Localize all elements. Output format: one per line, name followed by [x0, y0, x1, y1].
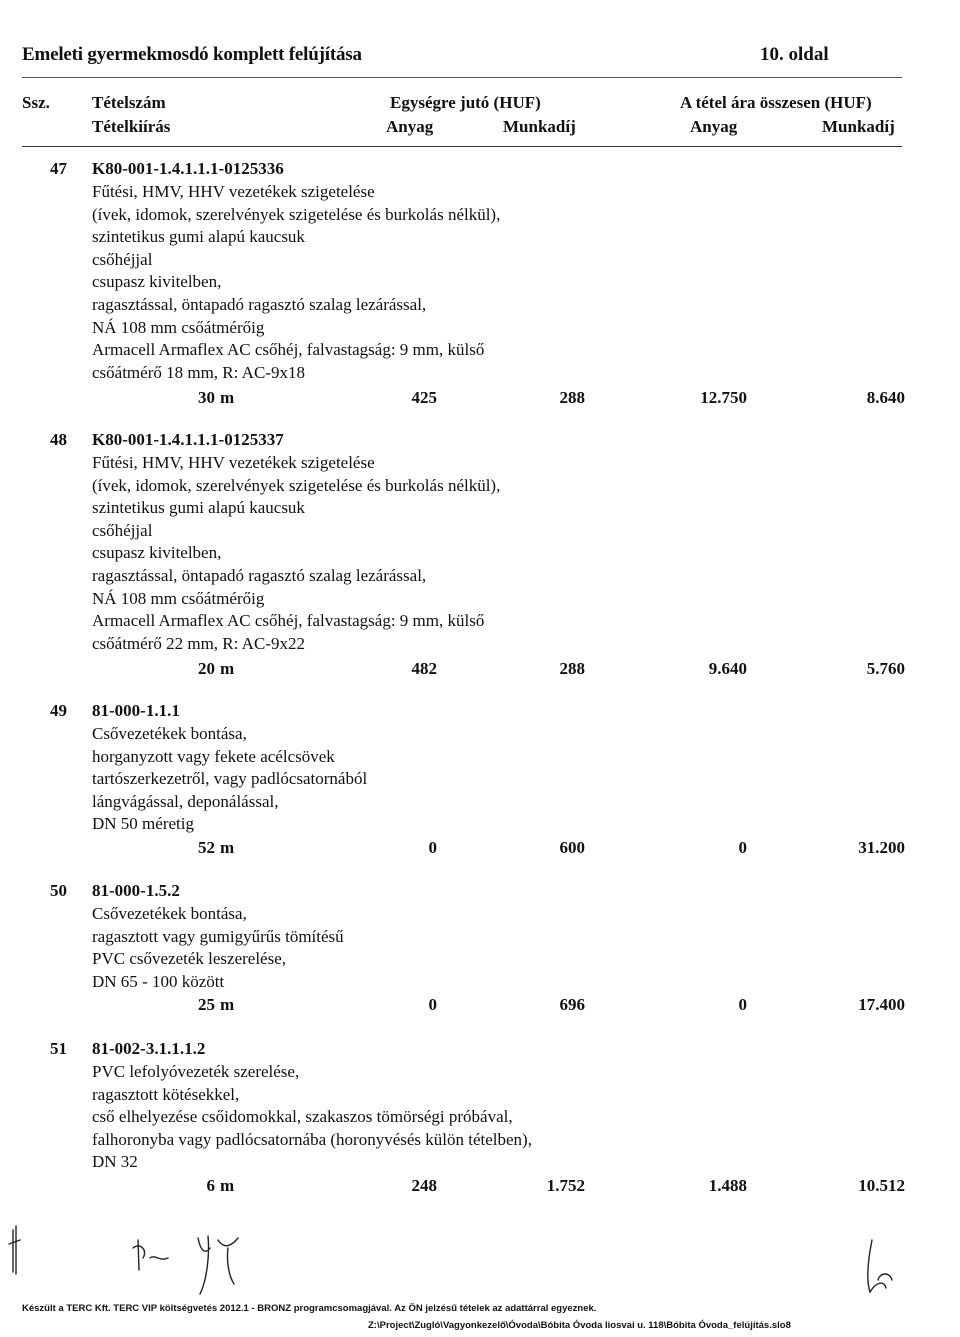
total-material-price: 9.640 [708, 659, 747, 678]
column-total-labor: Munkadíj [822, 117, 895, 136]
total-material-price: 0 [738, 838, 747, 857]
item-code: 81-000-1.5.2 [92, 881, 180, 900]
description-line: csupasz kivitelben, [92, 272, 222, 292]
total-material-price: 1.488 [708, 1176, 747, 1195]
quantity: 20 [198, 659, 215, 678]
description-line: csupasz kivitelben, [92, 543, 222, 563]
unit-labor-price: 600 [559, 838, 585, 857]
item-number: 50 [50, 881, 67, 900]
description-line: NÁ 108 mm csőátmérőig [92, 317, 265, 337]
page-number: 10. oldal [760, 44, 829, 65]
description-line: Csővezetékek bontása, [92, 724, 247, 743]
item-50 [0, 881, 960, 1021]
description-line: csőhéjjal [92, 520, 153, 540]
column-header-divider [22, 146, 902, 147]
item-code: K80-001-1.4.1.1.1-0125337 [92, 430, 284, 449]
item-code: 81-002-3.1.1.1.2 [92, 1039, 206, 1058]
column-ssz: Ssz. [22, 93, 50, 112]
quantity-price-row [0, 838, 960, 860]
description-line: ragasztott kötésekkel, [92, 1084, 240, 1104]
right-signature [868, 1240, 892, 1292]
item-48 [0, 430, 960, 680]
description-line: ragasztással, öntapadó ragasztó szalag lezárással, [92, 294, 427, 314]
unit-material-price: 482 [411, 659, 437, 678]
quantity: 30 [198, 388, 215, 407]
description-line: Fűtési, HMV, HHV vezetékek szigetelése [92, 453, 375, 472]
item-51 [0, 1039, 960, 1199]
description-line: Armacell Armaflex AC csőhéj, falvastagság: 9 mm, külső [92, 611, 485, 631]
total-labor-price: 31.200 [858, 838, 905, 857]
footer-file-path: Z:\Project\Zugló\Vagyonkezelő\Óvoda\Bóbita Óvoda liosvai u. 118\Bóbita Óvoda_felújítás.slo8 [368, 1320, 791, 1331]
item-description [92, 723, 367, 836]
description-line: DN 65 - 100 között [92, 971, 225, 991]
unit: m [220, 659, 235, 678]
item-code: 81-000-1.1.1 [92, 701, 180, 720]
column-total-group: A tétel ára összesen (HUF) [680, 93, 872, 112]
unit-labor-price: 288 [559, 659, 585, 678]
column-tetelszam: Tételszám [92, 93, 166, 112]
initials-signature [133, 1236, 238, 1294]
column-unit-labor: Munkadíj [503, 117, 576, 136]
description-line: szintetikus gumi alapú kaucsuk [92, 227, 305, 247]
description-line: szintetikus gumi alapú kaucsuk [92, 498, 305, 518]
unit-material-price: 425 [411, 388, 437, 407]
description-line: lángvágással, deponálással, [92, 791, 279, 811]
column-unit-price-group: Egységre jutó (HUF) [390, 93, 541, 112]
item-number: 49 [50, 701, 67, 720]
description-line: Csővezetékek bontása, [92, 904, 247, 923]
description-line: PVC lefolyóvezeték szerelése, [92, 1062, 300, 1081]
description-line: tartószerkezetről, vagy padlócsatornából [92, 769, 368, 789]
description-line: csőátmérő 22 mm, R: AC-9x22 [92, 633, 305, 653]
footer-generator-note: Készült a TERC Kft. TERC VIP költségvetés 2012.1 - BRONZ programcsomagjával. Az ÖN jelzésű tételek az adattárral egyeznek. [22, 1303, 597, 1314]
unit-material-price: 0 [428, 995, 437, 1014]
item-description [92, 903, 344, 993]
header-divider [22, 77, 902, 78]
unit-material-price: 0 [428, 838, 437, 857]
item-code: K80-001-1.4.1.1.1-0125336 [92, 159, 284, 178]
item-description [92, 181, 500, 384]
unit: m [220, 1176, 235, 1195]
total-labor-price: 8.640 [866, 388, 905, 407]
description-line: ragasztott vagy gumigyűrűs tömítésű [92, 926, 344, 946]
column-tetelkiiras: Tételkiírás [92, 117, 171, 136]
quantity: 6 [206, 1176, 215, 1195]
left-signature-mark [9, 1226, 20, 1274]
quantity: 25 [198, 995, 215, 1014]
description-line: NÁ 108 mm csőátmérőig [92, 588, 265, 608]
description-line: ragasztással, öntapadó ragasztó szalag lezárással, [92, 565, 427, 585]
unit: m [220, 995, 235, 1014]
item-description [92, 452, 500, 655]
item-number: 51 [50, 1039, 67, 1058]
total-labor-price: 5.760 [866, 659, 905, 678]
description-line: DN 32 [92, 1152, 138, 1172]
unit: m [220, 838, 235, 857]
description-line: horganyzott vagy fekete acélcsövek [92, 746, 335, 766]
item-number: 48 [50, 430, 67, 449]
description-line: Armacell Armaflex AC csőhéj, falvastagság: 9 mm, külső [92, 340, 485, 360]
description-line: csőhéjjal [92, 249, 153, 269]
unit: m [220, 388, 235, 407]
item-number: 47 [50, 159, 67, 178]
unit-labor-price: 696 [559, 995, 585, 1014]
quantity-price-row [0, 388, 960, 410]
column-total-material: Anyag [690, 117, 738, 136]
description-line: (ívek, idomok, szerelvények szigetelése és burkolás nélkül), [92, 204, 501, 224]
unit-material-price: 248 [411, 1176, 437, 1195]
description-line: (ívek, idomok, szerelvények szigetelése és burkolás nélkül), [92, 475, 501, 495]
total-material-price: 0 [738, 995, 747, 1014]
quantity: 52 [198, 838, 215, 857]
total-labor-price: 10.512 [858, 1176, 905, 1195]
unit-labor-price: 288 [559, 388, 585, 407]
item-49 [0, 701, 960, 861]
document-title: Emeleti gyermekmosdó komplett felújítása [22, 44, 362, 65]
description-line: PVC csővezeték leszerelése, [92, 949, 286, 969]
description-line: cső elhelyezése csőidomokkal, szakaszos tömörségi próbával, [92, 1107, 513, 1127]
unit-labor-price: 1.752 [546, 1176, 585, 1195]
description-line: falhoronyba vagy padlócsatornába (horonyvésés külön tételben), [92, 1129, 532, 1149]
description-line: Fűtési, HMV, HHV vezetékek szigetelése [92, 182, 375, 201]
quantity-price-row [0, 995, 960, 1017]
quantity-price-row [0, 659, 960, 681]
total-labor-price: 17.400 [858, 995, 905, 1014]
handwritten-signatures [0, 1210, 960, 1305]
item-description [92, 1061, 532, 1174]
column-unit-material: Anyag [386, 117, 434, 136]
total-material-price: 12.750 [700, 388, 747, 407]
description-line: csőátmérő 18 mm, R: AC-9x18 [92, 362, 305, 382]
description-line: DN 50 méretig [92, 814, 194, 834]
item-47 [0, 159, 960, 409]
quantity-price-row [0, 1176, 960, 1198]
